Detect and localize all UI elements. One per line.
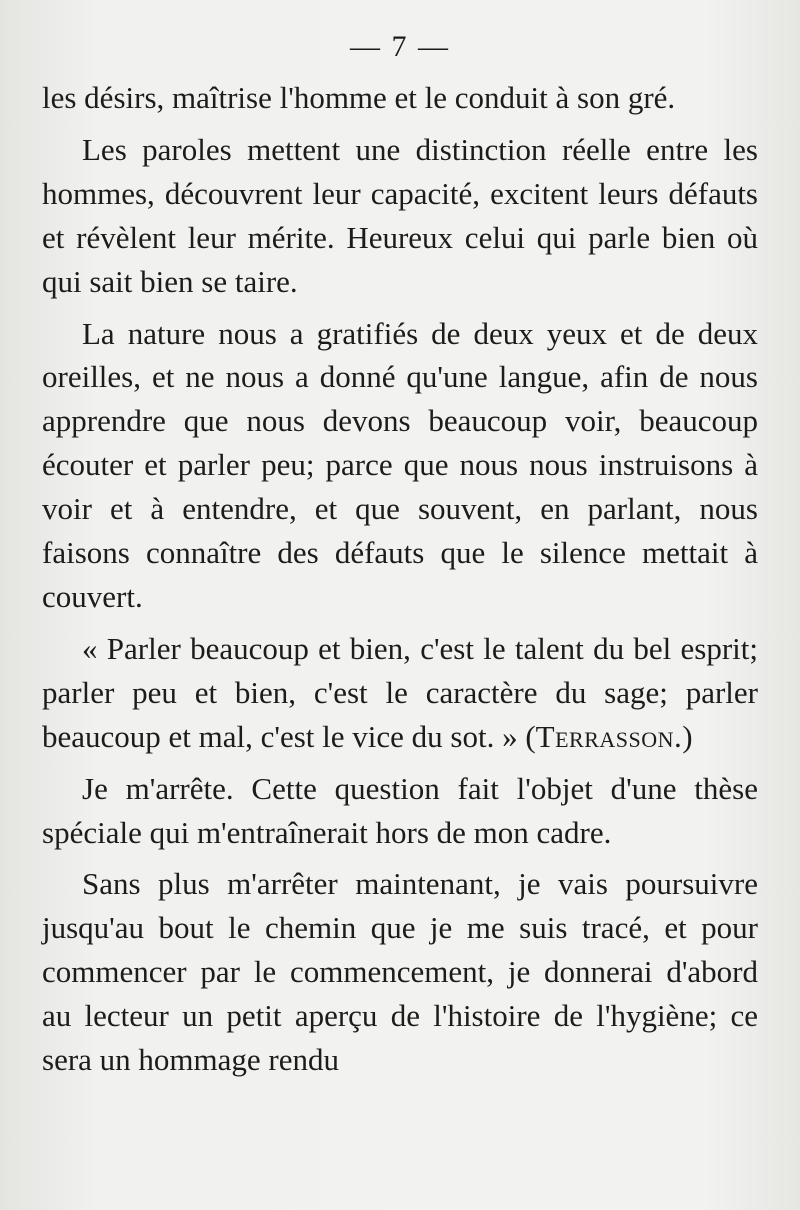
- body-text: [42, 76, 758, 1090]
- paragraph-4-quote: [42, 627, 758, 759]
- quote-author: Terrasson.: [535, 718, 683, 754]
- paragraph-5: Je m'arrête. Cette question fait l'objet d'une thèse spéciale qui m'entraînerait hors de mon cadre.: [42, 770, 758, 850]
- paragraph-6: Sans plus m'arrêter maintenant, je vais poursuivre jusqu'au bout le chemin que je me suis tracé, et pour commencer par le commencement, je donnerai d'abord au lecteur un petit aperçu de l'histoire de l'hygiène; ce sera un hommage rendu: [42, 866, 758, 1078]
- quote-text: « Parler beaucoup et bien, c'est le talent du bel esprit; parler peu et bien, c'est le caractère du sage; parler beaucoup et mal, c'est le vice du sot. » (: [42, 630, 758, 754]
- quote-close: ): [682, 718, 693, 754]
- page-number: — 7 —: [350, 30, 450, 63]
- paragraph-2: Les paroles mettent une distinction réelle entre les hommes, découvrent leur capacité, excitent leurs défauts et révèlent leur mérite. Heureux celui qui parle bien où qui sait bien se taire.: [42, 131, 758, 299]
- paragraph-3: La nature nous a gratifiés de deux yeux et de deux oreilles, et ne nous a donné qu'une langue, afin de nous apprendre que nous devons beaucoup voir, beaucoup écouter et parler peu; parce que nous nous instruisons à voir et à entendre, et que souvent, en parlant, nous faisons connaître des défauts que le silence mettait à couvert.: [42, 315, 758, 614]
- paragraph-1: les désirs, maîtrise l'homme et le conduit à son gré.: [42, 80, 676, 115]
